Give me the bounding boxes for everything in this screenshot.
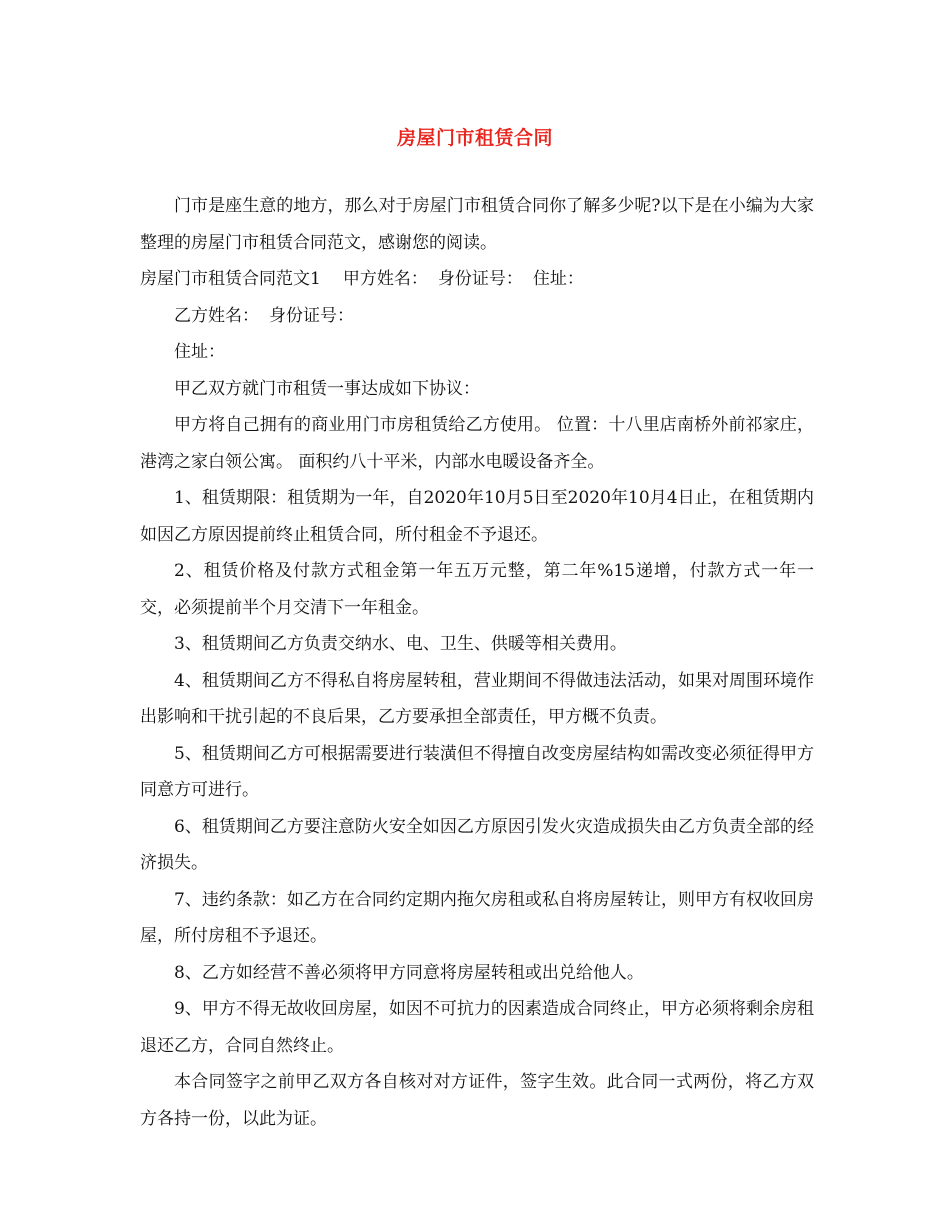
clause-8: 8、乙方如经营不善必须将甲方同意将房屋转租或出兑给他人。 [174, 962, 644, 983]
closing-paragraph: 本合同签字之前甲乙双方各自核对对方证件，签字生效。此合同一式两份，将乙方双方各持一份，以此为证。 [140, 1072, 814, 1129]
party-a-line [140, 261, 814, 298]
party-b-address-line: 住址： [174, 342, 225, 362]
party-a-name-label: 甲方姓名： [342, 269, 428, 289]
sample-heading: 房屋门市租赁合同范文1 [140, 269, 321, 289]
clause-5: 5、租赁期间乙方可根据需要进行装潢但不得擅自改变房屋结构如需改变必须征得甲方同意方可进行。 [140, 743, 814, 800]
clause-9: 9、甲方不得无故收回房屋，如因不可抗力的因素造成合同终止，甲方必须将剩余房租退还乙方，合同自然终止。 [140, 999, 814, 1056]
clause-2: 2、租赁价格及付款方式租金第一年五万元整，第二年%15递增，付款方式一年一交，必须提前半个月交清下一年租金。 [140, 561, 814, 618]
clause-4: 4、租赁期间乙方不得私自将房屋转租，营业期间不得做违法活动，如果对周围环境作出影响和干扰引起的不良后果，乙方要承担全部责任，甲方概不负责。 [140, 670, 814, 727]
party-b-id-label: 身份证号： [269, 305, 354, 326]
party-b-line [140, 298, 814, 335]
clause-6: 6、租赁期间乙方要注意防火安全如因乙方原因引发火灾造成损失由乙方负责全部的经济损失。 [140, 816, 814, 873]
clause-3: 3、租赁期间乙方负责交纳水、电、卫生、供暖等相关费用。 [174, 634, 627, 654]
party-a-address-label: 住址： [532, 269, 584, 289]
party-b-name-label: 乙方姓名： [174, 305, 259, 326]
agreement-intro: 甲乙双方就门市租赁一事达成如下协议： [174, 378, 480, 399]
document-title: 房屋门市租赁合同 [396, 127, 553, 149]
property-description: 甲方将自己拥有的商业用门市房租赁给乙方使用。 位置：十八里店南桥外前祁家庄，港湾之家白领公寓。 面积约八十平米，内部水电暖设备齐全。 [140, 415, 814, 472]
document-body [140, 188, 814, 1137]
clause-1: 1、租赁期限：租赁期为一年，自2020年10月5日至2020年10月4日止，在租赁期内如因乙方原因提前终止租赁合同，所付租金不予退还。 [140, 488, 814, 545]
intro-paragraph: 门市是座生意的地方，那么对于房屋门市租赁合同你了解多少呢?以下是在小编为大家整理的房屋门市租赁合同范文，感谢您的阅读。 [140, 196, 814, 253]
clause-7: 7、违约条款：如乙方在合同约定期内拖欠房租或私自将房屋转让，则甲方有权收回房屋，所付房租不予退还。 [140, 889, 814, 946]
party-a-id-label: 身份证号： [437, 269, 523, 289]
